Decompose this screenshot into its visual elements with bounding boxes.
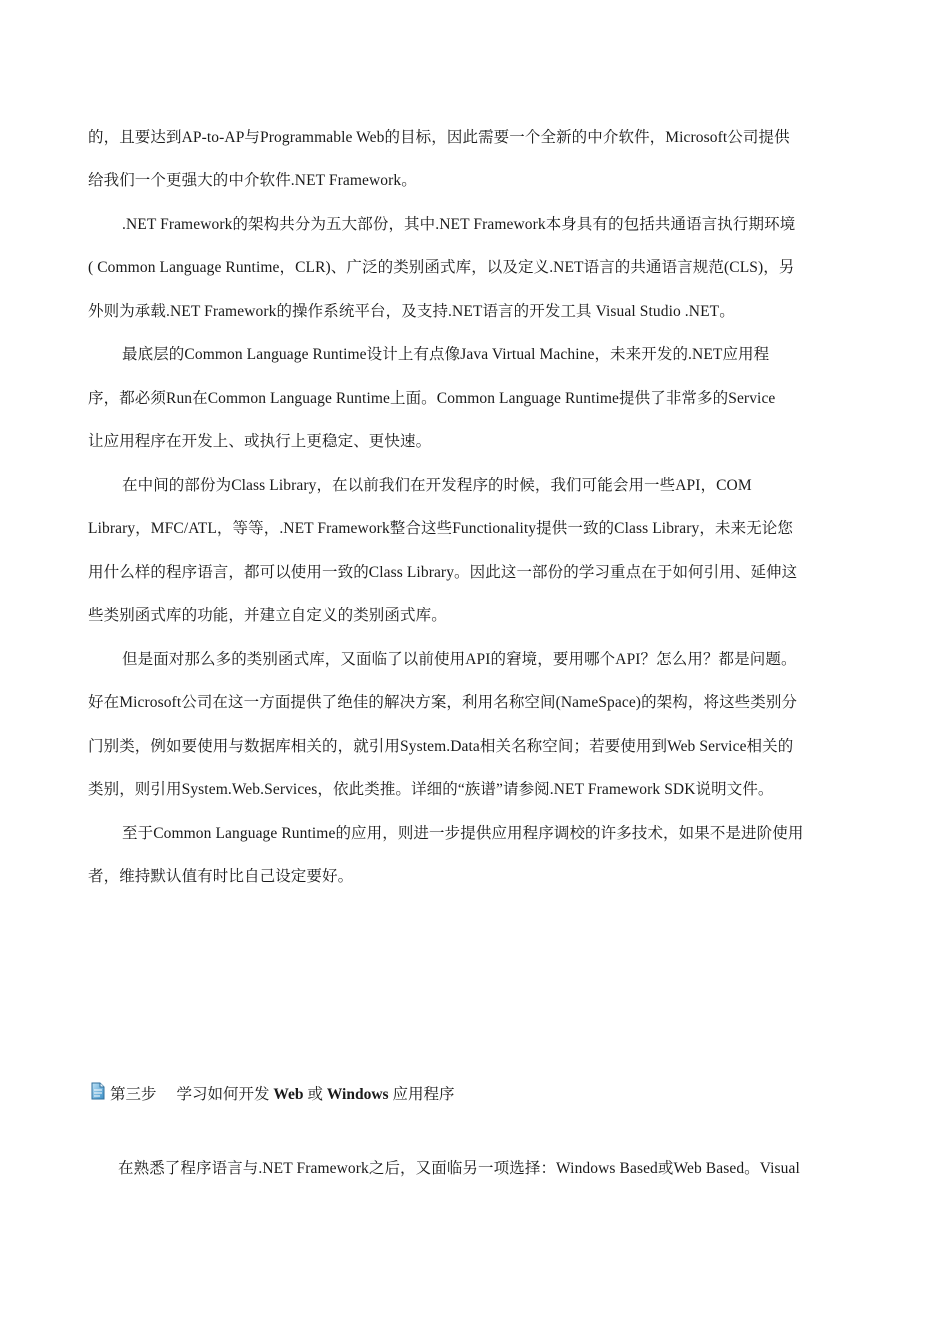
paragraph-6-line-2: 者，维持默认值有时比自己设定要好。 — [88, 868, 354, 885]
paragraph-4-line-4: 些类别函式库的功能，并建立自定义的类别函式库。 — [88, 607, 447, 624]
step-label: 第三步 — [110, 1086, 157, 1103]
title-windows: Windows — [326, 1086, 389, 1103]
paragraph-3-line-1: 最底层的Common Language Runtime设计上有点像Java Virtual Machine，未来开发的.NET应用程 — [122, 346, 770, 363]
paragraph-1-line-1: 的，且要达到AP-to-AP与Programmable Web的目标，因此需要一个全新的中介软件，Microsoft公司提供 — [88, 129, 790, 146]
paragraph-3-line-3: 让应用程序在开发上、或执行上更稳定、更快速。 — [88, 433, 432, 450]
paragraph-3-line-2: 序，都必须Run在Common Language Runtime上面。Common Language Runtime提供了非常多的Service — [88, 390, 776, 407]
paragraph-5-line-2: 好在Microsoft公司在这一方面提供了绝佳的解决方案，利用名称空间(NameSpace)的架构，将这些类别分 — [88, 694, 798, 711]
paragraph-1-line-2: 给我们一个更强大的中介软件.NET Framework。 — [88, 172, 417, 189]
section-heading — [90, 1078, 454, 1108]
title-suffix: 应用程序 — [392, 1086, 455, 1103]
title-web: Web — [273, 1086, 304, 1103]
paragraph-6-line-1: 至于Common Language Runtime的应用，则进一步提供应用程序调校的许多技术，如果不是进阶使用 — [122, 825, 804, 842]
paragraph-4-line-3: 用什么样的程序语言，都可以使用一致的Class Library。因此这一部份的学习重点在于如何引用、延伸这 — [88, 564, 798, 581]
document-icon — [90, 1082, 106, 1100]
title-or: 或 — [307, 1086, 323, 1103]
paragraph-2-line-2: ( Common Language Runtime，CLR)、广泛的类别函式库，以及定义.NET语言的共通语言规范(CLS)，另 — [88, 259, 795, 276]
paragraph-4-line-1: 在中间的部份为Class Library，在以前我们在开发程序的时候，我们可能会用一些API，COM — [122, 477, 752, 494]
paragraph-2-line-3: 外则为承载.NET Framework的操作系统平台，及支持.NET语言的开发工具 Visual Studio .NET。 — [88, 303, 735, 320]
section-title — [177, 1082, 455, 1104]
paragraph-4-line-2: Library，MFC/ATL，等等，.NET Framework整合这些Functionality提供一致的Class Library，未来无论您 — [88, 520, 793, 537]
paragraph-5-line-4: 类别，则引用System.Web.Services，依此类推。详细的“族谱”请参阅.NET Framework SDK说明文件。 — [88, 781, 774, 798]
paragraph-7-line-1: 在熟悉了程序语言与.NET Framework之后，又面临另一项选择：Windows Based或Web Based。Visual — [118, 1160, 800, 1177]
paragraph-5-line-3: 门别类，例如要使用与数据库相关的，就引用System.Data相关名称空间；若要使用到Web Service相关的 — [88, 738, 794, 755]
title-prefix: 学习如何开发 — [176, 1086, 270, 1103]
paragraph-5-line-1: 但是面对那么多的类别函式库，又面临了以前使用API的窘境，要用哪个API？怎么用？都是问题。 — [122, 651, 797, 668]
paragraph-2-line-1: .NET Framework的架构共分为五大部份，其中.NET Framework本身具有的包括共通语言执行期环境 — [122, 216, 796, 233]
